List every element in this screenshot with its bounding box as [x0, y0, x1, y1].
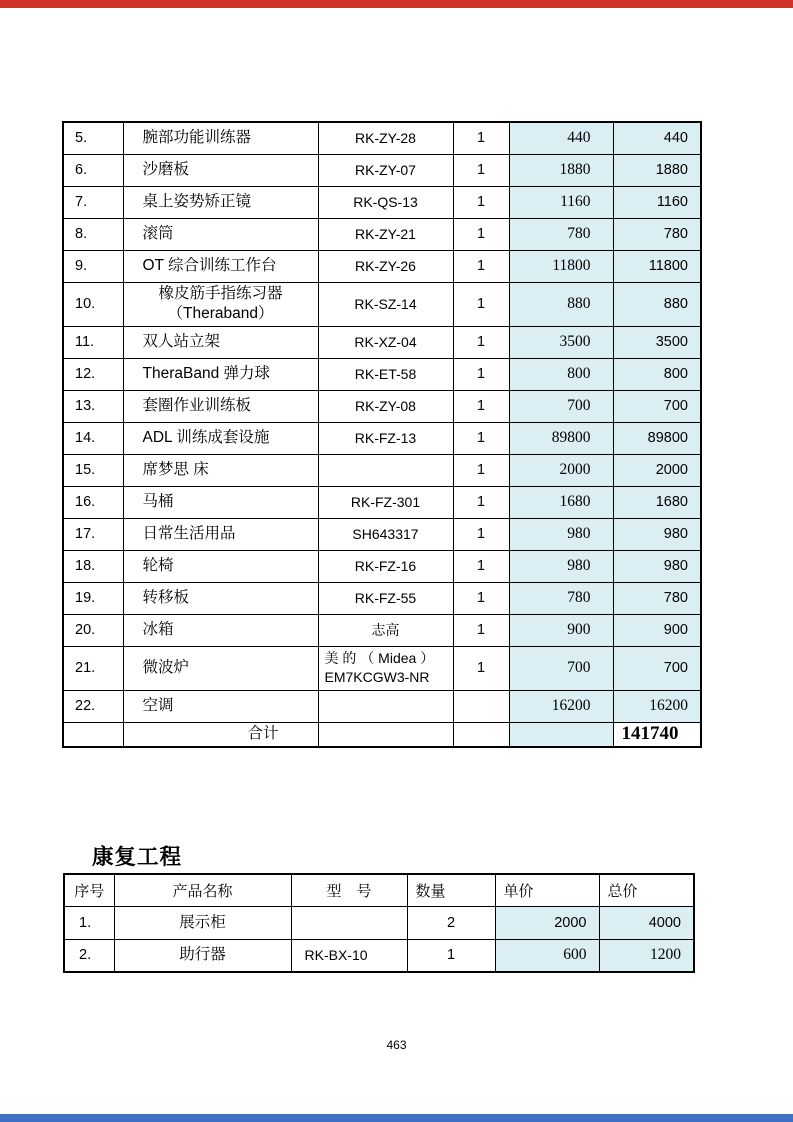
- cell-quantity: 1: [453, 454, 509, 486]
- cell-unit-price: 89800: [509, 422, 613, 454]
- column-header: 总价: [599, 874, 694, 906]
- cell-quantity: 2: [407, 906, 495, 939]
- table-row: [63, 646, 701, 690]
- cell-serial: 16.: [63, 486, 123, 518]
- top-page-edge-bar: [0, 0, 793, 8]
- cell-unit-price: 700: [509, 646, 613, 690]
- cell-unit-price: 880: [509, 282, 613, 326]
- cell-total-price: 780: [613, 582, 701, 614]
- cell-quantity: [453, 722, 509, 747]
- cell-quantity: 1: [407, 939, 495, 972]
- cell-serial: 8.: [63, 218, 123, 250]
- cell-unit-price: 600: [495, 939, 599, 972]
- cell-serial: 20.: [63, 614, 123, 646]
- cell-serial: 15.: [63, 454, 123, 486]
- section-heading: 康复工程: [92, 845, 183, 869]
- cell-unit-price: 980: [509, 518, 613, 550]
- cell-model: 美 的 （ Midea ） EM7KCGW3-NR: [318, 646, 453, 690]
- cell-serial: 11.: [63, 326, 123, 358]
- column-header: 产品名称: [114, 874, 291, 906]
- cell-unit-price: 440: [509, 122, 613, 154]
- table-row: [63, 390, 701, 422]
- cell-model: RK-XZ-04: [318, 326, 453, 358]
- table-row: [63, 582, 701, 614]
- cell-model: RK-ZY-21: [318, 218, 453, 250]
- cell-serial: 22.: [63, 690, 123, 722]
- cell-serial: 21.: [63, 646, 123, 690]
- cell-product-name: 马桶: [123, 486, 318, 518]
- cell-total-price: 16200: [613, 690, 701, 722]
- cell-serial: 2.: [64, 939, 114, 972]
- table-row: [63, 250, 701, 282]
- cell-total-price: 11800: [613, 250, 701, 282]
- cell-model: RK-QS-13: [318, 186, 453, 218]
- cell-total-price: 2000: [613, 454, 701, 486]
- table-row: [63, 326, 701, 358]
- cell-serial: 6.: [63, 154, 123, 186]
- cell-quantity: 1: [453, 218, 509, 250]
- cell-model: RK-FZ-301: [318, 486, 453, 518]
- cell-unit-price: 11800: [509, 250, 613, 282]
- grand-total-value: 141740: [613, 722, 701, 747]
- cell-serial: 10.: [63, 282, 123, 326]
- cell-product-name: OT 综合训练工作台: [123, 250, 318, 282]
- cell-quantity: 1: [453, 646, 509, 690]
- cell-total-price: 3500: [613, 326, 701, 358]
- cell-quantity: 1: [453, 326, 509, 358]
- cell-model: SH643317: [318, 518, 453, 550]
- cell-product-name: TheraBand 弹力球: [123, 358, 318, 390]
- column-header: 型 号: [291, 874, 407, 906]
- table-header-row: [64, 874, 694, 906]
- cell-serial: [63, 722, 123, 747]
- cell-unit-price: 1160: [509, 186, 613, 218]
- table-row: [63, 486, 701, 518]
- table-row: [63, 690, 701, 722]
- cell-product-name: 桌上姿势矫正镜: [123, 186, 318, 218]
- cell-quantity: 1: [453, 550, 509, 582]
- cell-unit-price: 1680: [509, 486, 613, 518]
- column-header: 数量: [407, 874, 495, 906]
- cell-model: [318, 722, 453, 747]
- cell-model: [291, 906, 407, 939]
- cell-quantity: 1: [453, 154, 509, 186]
- cell-product-name: 套圈作业训练板: [123, 390, 318, 422]
- table-row: [63, 358, 701, 390]
- cell-serial: 13.: [63, 390, 123, 422]
- cell-product-name: 助行器: [114, 939, 291, 972]
- table-row: [63, 614, 701, 646]
- cell-product-name: 滚筒: [123, 218, 318, 250]
- table-row: [63, 422, 701, 454]
- cell-quantity: 1: [453, 518, 509, 550]
- cell-product-name: 转移板: [123, 582, 318, 614]
- column-header: 单价: [495, 874, 599, 906]
- cell-serial: 19.: [63, 582, 123, 614]
- cell-product-name: 冰箱: [123, 614, 318, 646]
- cell-total-price: 980: [613, 518, 701, 550]
- table-row: [63, 154, 701, 186]
- cell-unit-price: 3500: [509, 326, 613, 358]
- cell-serial: 18.: [63, 550, 123, 582]
- cell-model: RK-BX-10: [291, 939, 407, 972]
- bottom-page-edge-bar: [0, 1114, 793, 1122]
- cell-serial: 17.: [63, 518, 123, 550]
- cell-total-price: 89800: [613, 422, 701, 454]
- page-number: 463: [386, 1038, 407, 1052]
- cell-model: RK-ZY-08: [318, 390, 453, 422]
- cell-total-price: 880: [613, 282, 701, 326]
- cell-quantity: 1: [453, 250, 509, 282]
- cell-total-price: 1680: [613, 486, 701, 518]
- cell-unit-price: 780: [509, 218, 613, 250]
- cell-product-name: 腕部功能训练器: [123, 122, 318, 154]
- cell-total-price: 1200: [599, 939, 694, 972]
- cell-quantity: 1: [453, 486, 509, 518]
- table-row: [63, 186, 701, 218]
- cell-product-name: ADL 训练成套设施: [123, 422, 318, 454]
- cell-unit-price: 1880: [509, 154, 613, 186]
- table-footer-row: [63, 722, 701, 747]
- cell-product-name: 空调: [123, 690, 318, 722]
- table-row: [63, 518, 701, 550]
- table-row: [63, 550, 701, 582]
- column-header: 序号: [64, 874, 114, 906]
- cell-quantity: 1: [453, 422, 509, 454]
- cell-model: RK-FZ-13: [318, 422, 453, 454]
- cell-quantity: 1: [453, 122, 509, 154]
- cell-serial: 1.: [64, 906, 114, 939]
- cell-model: RK-ZY-26: [318, 250, 453, 282]
- cell-quantity: 1: [453, 390, 509, 422]
- cell-quantity: 1: [453, 186, 509, 218]
- cell-serial: 5.: [63, 122, 123, 154]
- cell-unit-price: 2000: [509, 454, 613, 486]
- cell-total-price: 700: [613, 390, 701, 422]
- cell-serial: 7.: [63, 186, 123, 218]
- cell-product-name: 席梦思 床: [123, 454, 318, 486]
- cell-total-price: 1880: [613, 154, 701, 186]
- cell-product-name: 展示柜: [114, 906, 291, 939]
- cell-model: RK-ZY-28: [318, 122, 453, 154]
- cell-total-price: 980: [613, 550, 701, 582]
- cell-serial: 12.: [63, 358, 123, 390]
- cell-total-price: 780: [613, 218, 701, 250]
- cell-unit-price: [509, 722, 613, 747]
- cell-model: [318, 454, 453, 486]
- cell-model: 志高: [318, 614, 453, 646]
- cell-model: [318, 690, 453, 722]
- cell-product-name: 沙磨板: [123, 154, 318, 186]
- cell-total-price: 800: [613, 358, 701, 390]
- table-row: [64, 939, 694, 972]
- cell-product-name: 双人站立架: [123, 326, 318, 358]
- cell-unit-price: 900: [509, 614, 613, 646]
- cell-unit-price: 2000: [495, 906, 599, 939]
- cell-total-price: 1160: [613, 186, 701, 218]
- table-row: [63, 218, 701, 250]
- cell-product-name: 日常生活用品: [123, 518, 318, 550]
- rehab-engineering-table: [63, 873, 695, 973]
- table-row: [63, 122, 701, 154]
- cell-model: RK-ZY-07: [318, 154, 453, 186]
- cell-model: RK-FZ-55: [318, 582, 453, 614]
- table-row: [63, 454, 701, 486]
- cell-total-price: 900: [613, 614, 701, 646]
- cell-model: RK-FZ-16: [318, 550, 453, 582]
- cell-total-price: 440: [613, 122, 701, 154]
- table-row: [64, 906, 694, 939]
- cell-product-name: 轮椅: [123, 550, 318, 582]
- cell-total-price: 4000: [599, 906, 694, 939]
- cell-quantity: 1: [453, 614, 509, 646]
- equipment-price-table: [62, 121, 702, 748]
- cell-total-price: 700: [613, 646, 701, 690]
- cell-model: RK-SZ-14: [318, 282, 453, 326]
- total-label: 合计: [123, 722, 318, 747]
- cell-product-name: 微波炉: [123, 646, 318, 690]
- table-row: [63, 282, 701, 326]
- cell-quantity: 1: [453, 582, 509, 614]
- cell-unit-price: 700: [509, 390, 613, 422]
- cell-serial: 9.: [63, 250, 123, 282]
- cell-unit-price: 980: [509, 550, 613, 582]
- cell-product-name: 橡皮筋手指练习器 （Theraband）: [123, 282, 318, 326]
- cell-unit-price: 780: [509, 582, 613, 614]
- cell-quantity: 1: [453, 282, 509, 326]
- cell-serial: 14.: [63, 422, 123, 454]
- cell-unit-price: 800: [509, 358, 613, 390]
- cell-unit-price: 16200: [509, 690, 613, 722]
- cell-quantity: 1: [453, 358, 509, 390]
- cell-quantity: [453, 690, 509, 722]
- cell-model: RK-ET-58: [318, 358, 453, 390]
